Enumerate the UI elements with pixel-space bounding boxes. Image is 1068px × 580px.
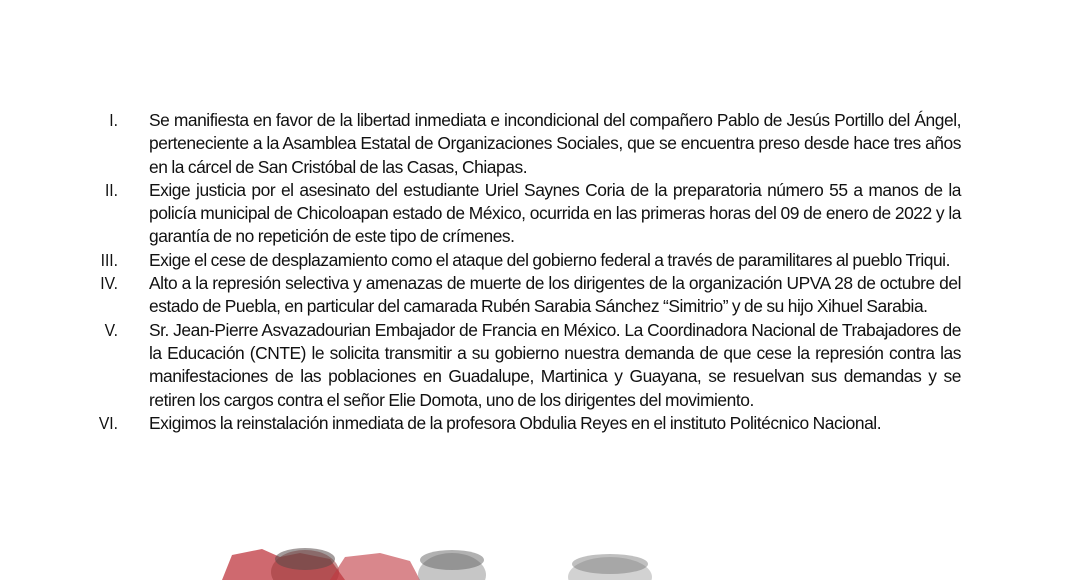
list-item-text: Se manifiesta en favor de la libertad inmediata e incondicional del compañero Pablo de Jesús Portillo del Ángel, perteneciente a la Asamblea Estatal de Organizaciones Sociales, que se encuentra preso desde hace tres años en la cárcel de San Cristóbal de las Casas, Chiapas. (149, 110, 961, 177)
list-item-text: Exigimos la reinstalación inmediata de la profesora Obdulia Reyes en el instituto Politécnico Nacional. (149, 412, 882, 433)
list-item-text: Exige justicia por el asesinato del estudiante Uriel Saynes Coria de la preparatoria número 55 a manos de la policía municipal de Chicoloapan estado de México, ocurrida en las primeras horas del 09 de enero de 2022 y la garantía de no repetición de este tipo de crímenes. (149, 179, 961, 247)
list-item-numeral: VI. (98, 412, 118, 433)
demands-list (0, 109, 1068, 435)
list-item (0, 412, 1068, 435)
faded-illustration-watermark (0, 545, 1068, 580)
watermark-figures-image (0, 545, 1068, 580)
list-item (0, 249, 1068, 272)
list-item-numeral: V. (104, 319, 118, 340)
list-item-numeral: II. (104, 179, 118, 200)
list-item-numeral: IV. (100, 273, 118, 294)
list-item-text: Alto a la represión selectiva y amenazas de muerte de los dirigentes de la organización UPVA 28 de octubre del estado de Puebla, en particular del camarada Rubén Sarabia Sánchez “Simitrio” y de su hijo Xihuel Sarabia. (149, 273, 961, 317)
list-item-numeral: III. (100, 249, 118, 270)
list-item-numeral: I. (109, 110, 118, 130)
list-item (0, 272, 1068, 319)
list-item (0, 179, 1068, 249)
list-item (0, 109, 1068, 179)
list-item (0, 319, 1068, 412)
list-item-text: Sr. Jean-Pierre Asvazadourian Embajador de Francia en México. La Coordinadora Nacional de Trabajadores de la Educación (CNTE) le solicita transmitir a su gobierno nuestra demanda de que cese la represión contra las manifestaciones de las poblaciones en Guadalupe, Martinica y Guayana, se resuelvan sus demandas y se retiren los cargos contra el señor Elie Domota, uno de los dirigentes del movimiento. (149, 319, 961, 410)
list-item-text: Exige el cese de desplazamiento como el ataque del gobierno federal a través de paramilitares al pueblo Triqui. (149, 249, 950, 270)
